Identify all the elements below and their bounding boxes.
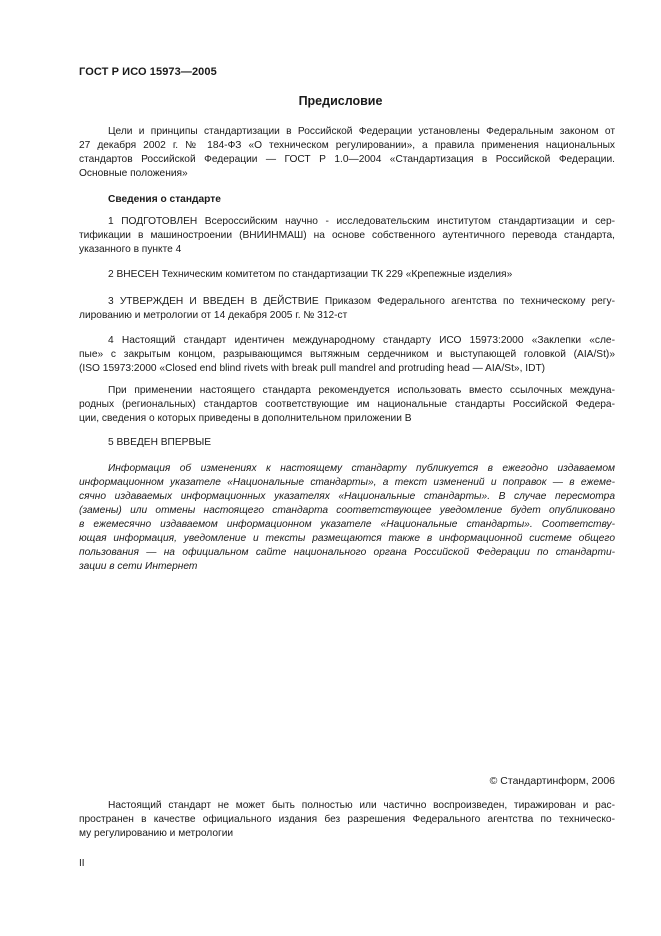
note-line: При применении настоящего стандарта рекомендуется использовать вместо ссылочных междуна-	[108, 385, 615, 396]
rights-line: Настоящий стандарт не может быть полностью или частично воспроизведен, тиражирован и рас-	[108, 800, 615, 811]
item-1-line: 1 ПОДГОТОВЛЕН Всероссийским научно - исследовательским институтом стандартизации и сер-	[108, 216, 615, 227]
note-line: ции, сведения о которых приведены в дополнительном приложении В	[79, 413, 412, 424]
rights-line: пространен в качестве официального издания без разрешения Федерального агентства по техническо-	[79, 814, 615, 825]
info-line: в ежемесячно издаваемом информационном указателе «Национальные стандарты». Соответству-	[79, 519, 615, 530]
item-1	[79, 215, 615, 257]
intro-line: стандартов Российской Федерации — ГОСТ Р 1.0—2004 «Стандартизация в Российской Федерации.	[79, 154, 615, 165]
item-3-line: лированию и метрологии от 14 декабря 2005 г. № 312-ст	[79, 310, 348, 321]
info-line: пользования — на официальном сайте национального органа Российской Федерации по стандарти-	[79, 547, 615, 558]
note-paragraph	[79, 384, 615, 426]
info-line: Информация об изменениях к настоящему стандарту публикуется в ежегодно издаваемом	[108, 463, 615, 474]
item-3	[79, 295, 615, 323]
page-title: Предисловие	[298, 94, 383, 108]
info-line: (замены) или отмены настоящего стандарта соответствующее уведомление будет опубликовано	[79, 505, 615, 516]
intro-line: 27 декабря 2002 г. № 184-ФЗ «О техническом регулировании», а правила применения национальных	[79, 140, 615, 151]
item-2-line: 2 ВНЕСЕН Техническим комитетом по стандартизации ТК 229 «Крепежные изделия»	[108, 269, 513, 280]
note-line: родных (региональных) стандартов соответствующие им национальные стандарты Российской Федера-	[79, 399, 615, 410]
intro-line: Цели и принципы стандартизации в Российской Федерации установлены Федеральным законом от	[108, 126, 615, 137]
section-heading: Сведения о стандарте	[108, 194, 221, 205]
item-4	[79, 334, 615, 376]
info-line: зации в сети Интернет	[79, 561, 198, 572]
item-4-line: (ISO 15973:2000 «Closed end blind rivets with break pull mandrel and protruding head — AIA/St», IDT)	[79, 363, 546, 374]
item-3-line: 3 УТВЕРЖДЕН И ВВЕДЕН В ДЕЙСТВИЕ Приказом Федерального агентства по техническому регу-	[108, 296, 615, 307]
rights-line: му регулированию и метрологии	[79, 828, 234, 839]
item-5-line: 5 ВВЕДЕН ВПЕРВЫЕ	[108, 437, 212, 448]
info-line: ющая информация, уведомление и тексты размещаются также в информационной системе общего	[79, 533, 615, 544]
page-number: II	[79, 858, 85, 869]
info-paragraph	[79, 462, 615, 574]
item-2	[79, 268, 615, 282]
intro-line: Основные положения»	[79, 168, 188, 179]
item-4-line: пые» с закрытым концом, разрывающимся вытяжным сердечником и выступающей головкой (AIA/St)»	[79, 349, 615, 360]
rights-paragraph	[79, 799, 615, 841]
item-5	[79, 436, 615, 450]
item-1-line: тификации в машиностроении (ВНИИНМАШ) на основе собственного аутентичного перевода стандарта,	[79, 230, 615, 241]
document-header: ГОСТ Р ИСО 15973—2005	[79, 66, 217, 78]
intro-paragraph	[79, 125, 615, 181]
info-line: сячно издаваемых информационных указателях «Национальные стандарты». В случае пересмотра	[79, 491, 615, 502]
info-line: информационном указателе «Национальные стандарты», а текст изменений и поправок — в ежеме-	[79, 477, 615, 488]
item-1-line: указанного в пункте 4	[79, 244, 182, 255]
item-4-line: 4 Настоящий стандарт идентичен международному стандарту ИСО 15973:2000 «Заклепки «сле-	[108, 335, 615, 346]
copyright: © Стандартинформ, 2006	[489, 775, 615, 787]
